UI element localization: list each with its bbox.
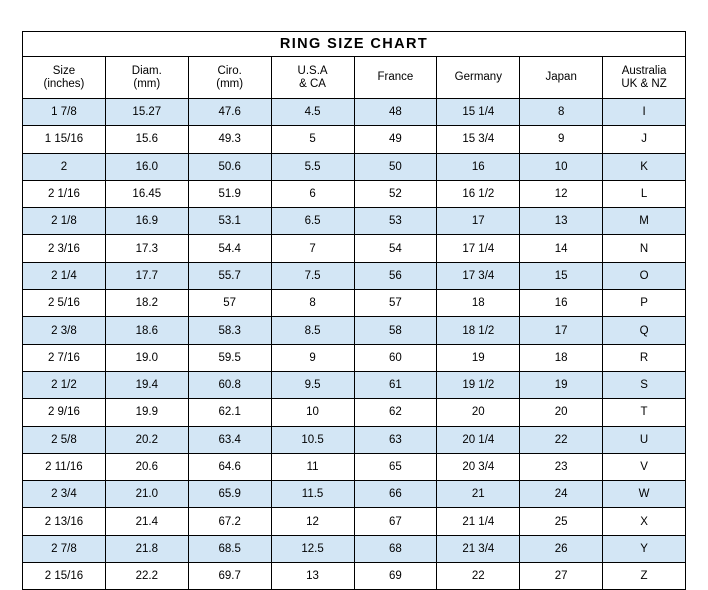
table-row [23,290,686,317]
cell-size: 2 3/4 [23,481,106,508]
cell-circumference: 59.5 [188,344,271,371]
column-header-usa-ca [271,57,354,99]
column-header-diameter-line1: Diam. [131,64,162,77]
table-row [23,153,686,180]
cell-japan: 10 [520,153,603,180]
column-header-japan-line1: Japan [545,71,577,83]
cell-diameter: 15.6 [105,126,188,153]
cell-diameter: 16.9 [105,208,188,235]
cell-circumference: 68.5 [188,535,271,562]
cell-germany: 15 1/4 [437,99,520,126]
table-row [23,399,686,426]
cell-diameter: 20.6 [105,453,188,480]
cell-japan: 9 [520,126,603,153]
cell-australia-uk-nz: R [603,344,686,371]
cell-germany: 19 [437,344,520,371]
cell-circumference: 51.9 [188,180,271,207]
column-header-size-line2: (inches) [43,77,85,90]
cell-usa-ca: 7 [271,235,354,262]
cell-circumference: 60.8 [188,371,271,398]
cell-usa-ca: 13 [271,563,354,590]
cell-germany: 21 [437,481,520,508]
column-header-australia-uk-nz-line2: UK & NZ [621,77,667,90]
cell-diameter: 16.0 [105,153,188,180]
cell-circumference: 65.9 [188,481,271,508]
cell-australia-uk-nz: I [603,99,686,126]
cell-circumference: 50.6 [188,153,271,180]
cell-france: 56 [354,262,437,289]
table-header-row [23,57,686,99]
cell-france: 65 [354,453,437,480]
ring-size-chart-table [22,31,686,590]
cell-diameter: 20.2 [105,426,188,453]
cell-usa-ca: 11.5 [271,481,354,508]
cell-usa-ca: 8 [271,290,354,317]
cell-usa-ca: 6.5 [271,208,354,235]
cell-size: 2 7/16 [23,344,106,371]
cell-circumference: 49.3 [188,126,271,153]
cell-size: 2 9/16 [23,399,106,426]
cell-size: 2 5/8 [23,426,106,453]
cell-circumference: 64.6 [188,453,271,480]
cell-australia-uk-nz: N [603,235,686,262]
cell-size: 2 1/2 [23,371,106,398]
cell-diameter: 18.2 [105,290,188,317]
cell-australia-uk-nz: Z [603,563,686,590]
column-header-france-line1: France [377,71,414,83]
cell-diameter: 17.3 [105,235,188,262]
cell-japan: 13 [520,208,603,235]
cell-size: 1 7/8 [23,99,106,126]
cell-australia-uk-nz: O [603,262,686,289]
cell-germany: 22 [437,563,520,590]
cell-germany: 18 [437,290,520,317]
cell-japan: 15 [520,262,603,289]
table-row [23,371,686,398]
column-header-diameter-line2: (mm) [133,77,161,90]
column-header-germany [437,57,520,99]
cell-germany: 20 3/4 [437,453,520,480]
cell-australia-uk-nz: K [603,153,686,180]
cell-japan: 19 [520,371,603,398]
cell-france: 67 [354,508,437,535]
cell-france: 60 [354,344,437,371]
cell-japan: 27 [520,563,603,590]
cell-usa-ca: 8.5 [271,317,354,344]
column-header-france [354,57,437,99]
cell-japan: 14 [520,235,603,262]
cell-japan: 8 [520,99,603,126]
table-row [23,180,686,207]
cell-japan: 16 [520,290,603,317]
column-header-usa-ca-line2: & CA [299,77,326,90]
cell-japan: 26 [520,535,603,562]
cell-japan: 24 [520,481,603,508]
cell-germany: 18 1/2 [437,317,520,344]
cell-size: 2 1/16 [23,180,106,207]
cell-japan: 25 [520,508,603,535]
table-row [23,426,686,453]
cell-usa-ca: 10 [271,399,354,426]
cell-france: 62 [354,399,437,426]
column-header-diameter [105,57,188,99]
cell-diameter: 15.27 [105,99,188,126]
cell-australia-uk-nz: J [603,126,686,153]
cell-diameter: 19.9 [105,399,188,426]
cell-japan: 12 [520,180,603,207]
table-row [23,317,686,344]
cell-diameter: 21.4 [105,508,188,535]
cell-germany: 21 3/4 [437,535,520,562]
cell-japan: 23 [520,453,603,480]
cell-usa-ca: 7.5 [271,262,354,289]
cell-australia-uk-nz: S [603,371,686,398]
cell-circumference: 47.6 [188,99,271,126]
cell-size: 2 15/16 [23,563,106,590]
cell-usa-ca: 10.5 [271,426,354,453]
cell-france: 58 [354,317,437,344]
column-header-australia-uk-nz-line1: Australia [621,64,667,77]
cell-circumference: 54.4 [188,235,271,262]
cell-australia-uk-nz: P [603,290,686,317]
cell-germany: 17 [437,208,520,235]
chart-title-row [23,32,686,57]
column-header-usa-ca-line1: U.S.A [297,64,328,77]
page-title: RING SIZE CHART [23,32,686,57]
cell-usa-ca: 4.5 [271,99,354,126]
table-row [23,563,686,590]
cell-japan: 17 [520,317,603,344]
cell-germany: 19 1/2 [437,371,520,398]
table-row [23,508,686,535]
cell-diameter: 16.45 [105,180,188,207]
column-header-size-line1: Size [52,64,76,77]
column-header-australia-uk-nz [603,57,686,99]
cell-germany: 16 [437,153,520,180]
cell-circumference: 69.7 [188,563,271,590]
cell-australia-uk-nz: T [603,399,686,426]
table-row [23,481,686,508]
cell-france: 68 [354,535,437,562]
cell-france: 69 [354,563,437,590]
cell-usa-ca: 5.5 [271,153,354,180]
cell-diameter: 22.2 [105,563,188,590]
column-header-size [23,57,106,99]
table-row [23,344,686,371]
cell-diameter: 18.6 [105,317,188,344]
cell-size: 2 13/16 [23,508,106,535]
cell-circumference: 57 [188,290,271,317]
table-row [23,262,686,289]
cell-australia-uk-nz: L [603,180,686,207]
cell-circumference: 58.3 [188,317,271,344]
table-row [23,453,686,480]
cell-germany: 15 3/4 [437,126,520,153]
cell-size: 2 [23,153,106,180]
cell-usa-ca: 11 [271,453,354,480]
cell-france: 49 [354,126,437,153]
cell-diameter: 17.7 [105,262,188,289]
cell-size: 2 1/8 [23,208,106,235]
cell-size: 2 1/4 [23,262,106,289]
cell-germany: 20 1/4 [437,426,520,453]
cell-france: 53 [354,208,437,235]
cell-usa-ca: 6 [271,180,354,207]
cell-germany: 20 [437,399,520,426]
cell-size: 2 3/8 [23,317,106,344]
cell-australia-uk-nz: V [603,453,686,480]
table-row [23,208,686,235]
cell-usa-ca: 5 [271,126,354,153]
cell-france: 66 [354,481,437,508]
cell-diameter: 21.8 [105,535,188,562]
cell-australia-uk-nz: Y [603,535,686,562]
cell-france: 57 [354,290,437,317]
cell-germany: 17 3/4 [437,262,520,289]
cell-france: 50 [354,153,437,180]
cell-circumference: 63.4 [188,426,271,453]
cell-circumference: 55.7 [188,262,271,289]
cell-diameter: 19.4 [105,371,188,398]
column-header-circumference-line2: (mm) [216,77,244,90]
cell-usa-ca: 9.5 [271,371,354,398]
cell-circumference: 62.1 [188,399,271,426]
cell-usa-ca: 9 [271,344,354,371]
cell-diameter: 21.0 [105,481,188,508]
cell-size: 2 3/16 [23,235,106,262]
table-row [23,99,686,126]
cell-france: 52 [354,180,437,207]
cell-france: 63 [354,426,437,453]
cell-australia-uk-nz: X [603,508,686,535]
table-row [23,235,686,262]
table-row [23,126,686,153]
cell-france: 48 [354,99,437,126]
cell-japan: 20 [520,399,603,426]
cell-france: 54 [354,235,437,262]
column-header-japan [520,57,603,99]
cell-usa-ca: 12 [271,508,354,535]
column-header-germany-line1: Germany [454,71,502,83]
cell-circumference: 53.1 [188,208,271,235]
cell-france: 61 [354,371,437,398]
cell-circumference: 67.2 [188,508,271,535]
cell-australia-uk-nz: Q [603,317,686,344]
cell-size: 2 5/16 [23,290,106,317]
cell-size: 1 15/16 [23,126,106,153]
cell-australia-uk-nz: M [603,208,686,235]
cell-australia-uk-nz: U [603,426,686,453]
cell-germany: 17 1/4 [437,235,520,262]
cell-germany: 21 1/4 [437,508,520,535]
table-body [23,32,686,590]
cell-usa-ca: 12.5 [271,535,354,562]
cell-japan: 18 [520,344,603,371]
column-header-circumference-line1: Ciro. [217,64,242,77]
cell-size: 2 11/16 [23,453,106,480]
column-header-circumference [188,57,271,99]
cell-australia-uk-nz: W [603,481,686,508]
cell-germany: 16 1/2 [437,180,520,207]
cell-japan: 22 [520,426,603,453]
cell-diameter: 19.0 [105,344,188,371]
cell-size: 2 7/8 [23,535,106,562]
